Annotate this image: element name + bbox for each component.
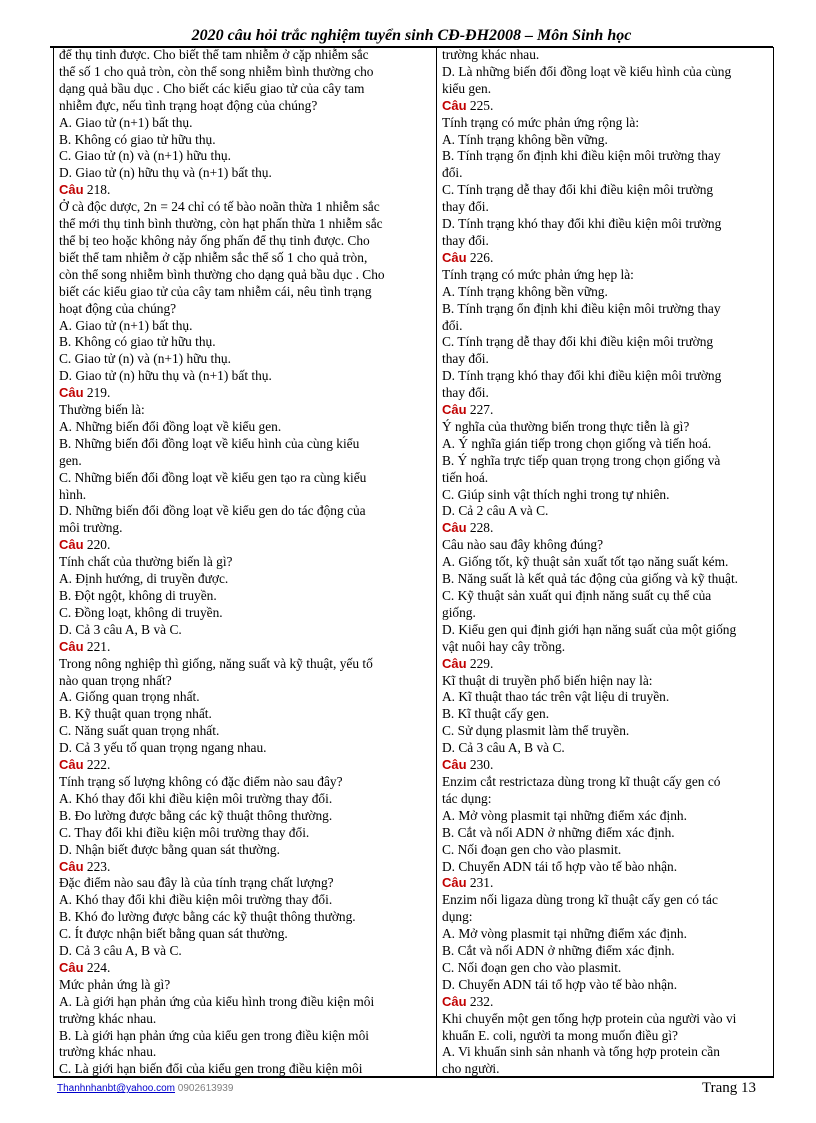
- question-index: 227.: [466, 402, 494, 418]
- text-line: C. Giúp sinh vật thích nghi trong tự nhiên.: [442, 486, 670, 502]
- question-number: [59, 182, 431, 199]
- text-line: môi trường.: [59, 520, 123, 536]
- phone-number: 0902613939: [175, 1083, 234, 1094]
- text-line: hình.: [59, 486, 87, 502]
- question-number: [442, 757, 770, 774]
- text-line: Ý nghĩa của thường biến trong thực tiễn là gì?: [442, 418, 690, 434]
- text-line: A. Giống tốt, kỹ thuật sản xuất tốt tạo năng suất kém.: [442, 554, 729, 570]
- text-line: Thường biến là:: [59, 402, 145, 418]
- text-line: A. Định hướng, di truyền được.: [59, 571, 229, 587]
- text-line: vật nuôi hay cây trồng.: [442, 638, 566, 654]
- question-index: 230.: [466, 757, 494, 773]
- text-line: B. Không có giao tử hữu thụ.: [59, 334, 216, 350]
- text-line: C. Tính trạng dễ thay đổi khi điều kiện môi trường: [442, 334, 714, 350]
- question-label: Câu: [59, 959, 84, 975]
- text-line: B. Ý nghĩa trực tiếp quan trọng trong chọn giống và: [442, 452, 721, 468]
- text-line: A. Mở vòng plasmit tại những điểm xác định.: [442, 926, 687, 942]
- text-line: dạng quả bầu dục . Cho biết các kiểu giao tử của cây tam: [59, 80, 365, 96]
- text-line: Tính trạng số lượng không có đặc điểm nào sau đây?: [59, 773, 343, 789]
- question-label: Câu: [442, 655, 467, 671]
- text-line: D. Chuyển ADN tái tổ hợp vào tế bào nhận.: [442, 858, 678, 874]
- text-line: hoạt động của chúng?: [59, 300, 177, 316]
- text-line: B. Năng suất là kết quả tác động của giống và kỹ thuật.: [442, 571, 739, 587]
- text-line: D. Chuyển ADN tái tổ hợp vào tế bào nhận.: [442, 976, 678, 992]
- text-line: B. Đo lường được bằng các kỹ thuật thông thường.: [59, 807, 333, 823]
- text-line: C. Năng suất quan trọng nhất.: [59, 723, 220, 739]
- text-line: A. Kĩ thuật thao tác trên vật liệu di truyền.: [442, 689, 670, 705]
- text-line: A. Khó thay đổi khi điều kiện môi trường thay đổi.: [59, 790, 333, 806]
- question-label: Câu: [59, 537, 84, 553]
- question-label: Câu: [59, 638, 84, 654]
- text-line: Tính chất của thường biến là gì?: [59, 554, 233, 570]
- text-line: Mức phản ứng là gì?: [59, 976, 171, 992]
- question-label: Câu: [442, 97, 467, 113]
- text-line: D. Tính trạng khó thay đổi khi điều kiện môi trường: [442, 216, 722, 232]
- text-line: Enzim nối ligaza dùng trong kĩ thuật cấy gen có tác: [442, 892, 718, 908]
- text-line: biết thể tam nhiễm ở cặp nhiễm sắc thể số 1 cho quả tròn,: [59, 249, 368, 265]
- text-line: D. Cả 3 câu A, B và C.: [442, 740, 565, 756]
- text-line: B. Không có giao tử hữu thụ.: [59, 131, 216, 147]
- text-line: Khi chuyển một gen tổng hợp protein của người vào vi: [442, 1010, 737, 1026]
- text-line: C. Giao tử (n) và (n+1) hữu thụ.: [59, 351, 231, 367]
- text-line: D. Kiểu gen qui định giới hạn năng suất của một giống: [442, 621, 737, 637]
- text-line: thể bị teo hoặc không nảy ống phấn để thụ tinh được. Cho: [59, 232, 370, 248]
- text-line: D. Tính trạng khó thay đổi khi điều kiện môi trường: [442, 368, 722, 384]
- text-line: Tính trạng có mức phản ứng rộng là:: [442, 114, 640, 130]
- question-label: Câu: [442, 875, 467, 891]
- text-line: C. Những biến đổi đồng loạt về kiểu gen tạo ra cùng kiểu: [59, 469, 367, 485]
- question-number: [59, 859, 431, 876]
- text-line: tác dụng:: [442, 790, 492, 806]
- text-line: đổi.: [442, 317, 463, 333]
- question-number: [442, 520, 770, 537]
- question-index: 220.: [83, 537, 111, 553]
- question-index: 228.: [466, 520, 494, 536]
- question-number: [442, 994, 770, 1011]
- question-index: 221.: [83, 638, 111, 654]
- text-line: C. Sử dụng plasmit làm thể truyền.: [442, 723, 630, 739]
- question-number: [59, 639, 431, 656]
- text-line: A. Những biến đổi đồng loạt về kiểu gen.: [59, 418, 282, 434]
- text-line: C. Là giới hạn biến đổi của kiểu gen trong điều kiện môi: [59, 1061, 363, 1077]
- text-line: D. Là những biến đổi đồng loạt về kiểu hình của cùng: [442, 63, 732, 79]
- text-line: thay đổi.: [442, 232, 489, 248]
- text-line: thể mới thụ tinh bình thường, còn hạt phấn thừa 1 nhiễm sắc: [59, 216, 383, 232]
- text-line: D. Giao tử (n) hữu thụ và (n+1) bất thụ.: [59, 165, 272, 181]
- question-number: [442, 656, 770, 673]
- question-index: 232.: [466, 993, 494, 1009]
- text-line: trường khác nhau.: [442, 47, 540, 62]
- question-number: [442, 402, 770, 419]
- text-line: B. Kỹ thuật quan trọng nhất.: [59, 706, 212, 722]
- question-label: Câu: [442, 993, 467, 1009]
- question-number: [442, 250, 770, 267]
- text-line: C. Giao tử (n) và (n+1) hữu thụ.: [59, 148, 231, 164]
- question-number: [442, 98, 770, 115]
- text-line: D. Giao tử (n) hữu thụ và (n+1) bất thụ.: [59, 368, 272, 384]
- question-label: Câu: [442, 520, 467, 536]
- text-line: để thụ tinh được. Cho biết thể tam nhiễm ở cặp nhiễm sắc: [59, 47, 369, 62]
- question-index: 222.: [83, 757, 111, 773]
- text-line: C. Ít được nhận biết bằng quan sát thường.: [59, 926, 288, 942]
- text-line: kiểu gen.: [442, 80, 492, 96]
- text-line: B. Kĩ thuật cấy gen.: [442, 706, 550, 722]
- question-label: Câu: [59, 757, 84, 773]
- text-line: A. Tính trạng không bền vững.: [442, 283, 608, 299]
- text-line: giống.: [442, 604, 476, 620]
- text-line: D. Nhận biết được bằng quan sát thường.: [59, 841, 280, 857]
- text-line: trường khác nhau.: [59, 1010, 157, 1026]
- text-line: D. Cả 3 yếu tố quan trọng ngang nhau.: [59, 740, 267, 756]
- text-line: A. Khó thay đổi khi điều kiện môi trường thay đổi.: [59, 892, 333, 908]
- question-number: [59, 537, 431, 554]
- question-index: 223.: [83, 858, 111, 874]
- text-line: cho người.: [442, 1061, 500, 1077]
- text-line: trường khác nhau.: [59, 1044, 157, 1060]
- text-line: C. Đồng loạt, không di truyền.: [59, 604, 223, 620]
- text-line: thể số 1 cho quả tròn, còn thể song nhiễm bình thường cho: [59, 63, 374, 79]
- text-line: A. Giống quan trọng nhất.: [59, 689, 200, 705]
- text-line: nào quan trọng nhất?: [59, 672, 172, 688]
- text-line: C. Tính trạng dễ thay đổi khi điều kiện môi trường: [442, 182, 714, 198]
- question-index: 224.: [83, 959, 111, 975]
- text-line: khuẩn E. coli, người ta mong muốn điều gì?: [442, 1027, 678, 1043]
- text-line: nhiễm đực, nếu tình trạng hoạt động của chúng?: [59, 97, 318, 113]
- question-label: Câu: [59, 858, 84, 874]
- question-number: [59, 960, 431, 977]
- question-number: [442, 875, 770, 892]
- question-label: Câu: [442, 249, 467, 265]
- text-line: còn thể song nhiễm bình thường cho dạng quả bầu dục . Cho: [59, 266, 385, 282]
- question-index: 226.: [466, 249, 494, 265]
- text-line: thay đổi.: [442, 199, 489, 215]
- question-index: 225.: [466, 97, 494, 113]
- question-number: [59, 757, 431, 774]
- text-line: A. Vi khuẩn sinh sản nhanh và tổng hợp protein cần: [442, 1044, 720, 1060]
- text-line: dụng:: [442, 909, 473, 925]
- text-line: Câu nào sau đây không đúng?: [442, 537, 604, 553]
- text-line: Đặc điểm nào sau đây là của tính trạng chất lượng?: [59, 875, 334, 891]
- text-line: B. Những biến đổi đồng loạt về kiểu hình của cùng kiểu: [59, 435, 360, 451]
- question-index: 218.: [83, 182, 111, 198]
- footer-rule: [53, 1077, 774, 1080]
- text-line: thay đổi.: [442, 351, 489, 367]
- question-index: 219.: [83, 385, 111, 401]
- text-line: D. Cả 2 câu A và C.: [442, 503, 549, 519]
- text-line: D. Những biến đổi đồng loạt về kiểu gen do tác động của: [59, 503, 366, 519]
- text-line: B. Cắt và nối ADN ở những điểm xác định.: [442, 943, 675, 959]
- text-line: B. Cắt và nối ADN ở những điểm xác định.: [442, 824, 675, 840]
- text-line: đổi.: [442, 165, 463, 181]
- document-title: 2020 câu hỏi trắc nghiệm tuyển sinh CĐ-ĐH2008 – Môn Sinh học: [191, 27, 632, 44]
- text-line: B. Khó đo lường được bằng các kỹ thuật thông thường.: [59, 909, 356, 925]
- right-column: [442, 47, 770, 1078]
- text-line: Tính trạng có mức phản ứng hẹp là:: [442, 266, 634, 282]
- text-line: B. Đột ngột, không di truyền.: [59, 588, 217, 603]
- text-line: C. Kỹ thuật sản xuất qui định năng suất cụ thể của: [442, 588, 712, 603]
- text-line: A. Tính trạng không bền vững.: [442, 131, 608, 147]
- column-divider: [436, 47, 437, 1076]
- text-line: B. Tính trạng ổn định khi điều kiện môi trường thay: [442, 148, 721, 164]
- text-line: D. Cả 3 câu A, B và C.: [59, 621, 182, 637]
- contact-info: [57, 1083, 233, 1095]
- page-header: [50, 27, 773, 48]
- text-line: D. Cả 3 câu A, B và C.: [59, 943, 182, 959]
- text-line: Ở cà độc dược, 2n = 24 chỉ có tế bào noãn thừa 1 nhiễm sắc: [59, 199, 380, 215]
- page-number: Trang 13: [701, 1080, 756, 1096]
- email-link[interactable]: Thanhnhanbt@yahoo.com: [57, 1083, 176, 1094]
- question-index: 229.: [466, 655, 494, 671]
- left-column: [59, 47, 431, 1078]
- text-line: C. Nối đoạn gen cho vào plasmit.: [442, 841, 622, 857]
- text-line: B. Là giới hạn phản ứng của kiểu gen trong điều kiện môi: [59, 1027, 369, 1043]
- text-line: biết các kiểu giao tử của cây tam nhiễm cái, nêu tình trạng: [59, 283, 372, 299]
- text-line: thay đổi.: [442, 385, 489, 401]
- text-line: Trong nông nghiệp thì giống, năng suất và kỹ thuật, yếu tố: [59, 655, 373, 671]
- text-line: B. Tính trạng ổn định khi điều kiện môi trường thay: [442, 300, 721, 316]
- question-number: [59, 385, 431, 402]
- text-line: gen.: [59, 452, 82, 468]
- question-label: Câu: [59, 385, 84, 401]
- question-label: Câu: [442, 757, 467, 773]
- two-column-table: [53, 47, 774, 1077]
- text-line: C. Thay đổi khi điều kiện môi trường thay đổi.: [59, 824, 310, 840]
- text-line: Kĩ thuật di truyền phổ biến hiện nay là:: [442, 672, 653, 688]
- text-line: A. Mở vòng plasmit tại những điểm xác định.: [442, 807, 687, 823]
- text-line: A. Ý nghĩa gián tiếp trong chọn giống và tiến hoá.: [442, 435, 712, 451]
- text-line: Enzim cắt restrictaza dùng trong kĩ thuật cấy gen có: [442, 773, 721, 789]
- text-line: A. Là giới hạn phản ứng của kiểu hình trong điều kiện môi: [59, 993, 375, 1009]
- text-line: tiến hoá.: [442, 469, 489, 485]
- text-line: C. Nối đoạn gen cho vào plasmit.: [442, 959, 622, 975]
- question-label: Câu: [59, 182, 84, 198]
- question-label: Câu: [442, 402, 467, 418]
- question-index: 231.: [466, 875, 494, 891]
- text-line: A. Giao tử (n+1) bất thụ.: [59, 317, 193, 333]
- text-line: A. Giao tử (n+1) bất thụ.: [59, 114, 193, 130]
